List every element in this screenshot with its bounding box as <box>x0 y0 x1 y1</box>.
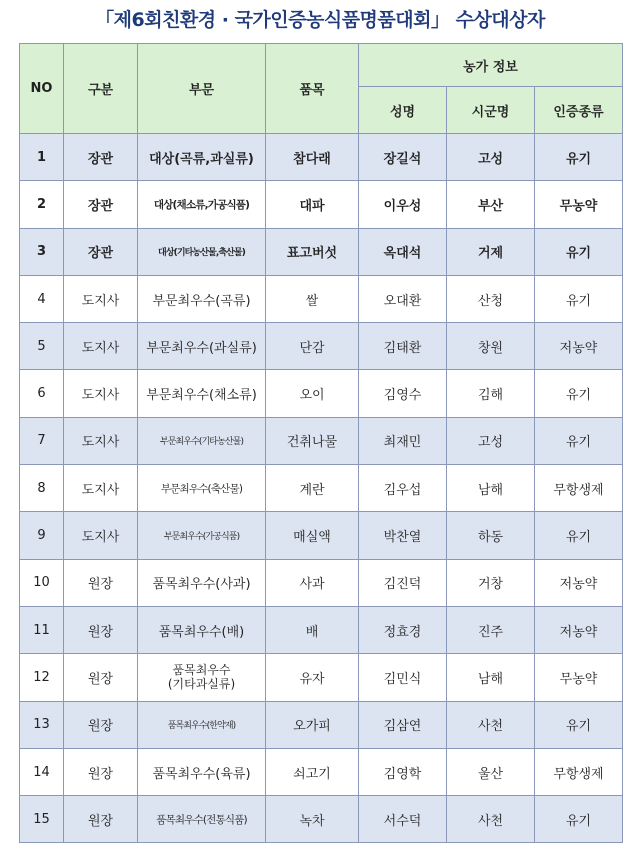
cell-name: 김영학 <box>359 748 447 795</box>
cell-city: 사천 <box>447 701 535 748</box>
table-row <box>20 181 623 228</box>
cell-item: 유자 <box>266 654 359 701</box>
table-row <box>20 417 623 464</box>
cell-division: 품목최우수(배) <box>138 606 266 653</box>
cell-cert: 유기 <box>535 512 623 559</box>
cell-cert: 유기 <box>535 228 623 275</box>
cell-cert: 유기 <box>535 370 623 417</box>
cell-city: 진주 <box>447 606 535 653</box>
cell-category: 장관 <box>64 134 138 181</box>
cell-division: 부문최우수(과실류) <box>138 323 266 370</box>
cell-division: 대상(기타농산물,축산물) <box>138 228 266 275</box>
cell-city: 산청 <box>447 275 535 322</box>
cell-city: 창원 <box>447 323 535 370</box>
cell-city: 남해 <box>447 465 535 512</box>
cell-city: 김해 <box>447 370 535 417</box>
cell-cert: 저농약 <box>535 323 623 370</box>
cell-city: 하동 <box>447 512 535 559</box>
cell-item: 오가피 <box>266 701 359 748</box>
cell-cert: 무농약 <box>535 181 623 228</box>
cell-category: 장관 <box>64 228 138 275</box>
cell-item: 표고버섯 <box>266 228 359 275</box>
cell-category: 원장 <box>64 559 138 606</box>
cell-no: 15 <box>20 796 64 843</box>
header-division: 부문 <box>138 44 266 134</box>
cell-category: 원장 <box>64 654 138 701</box>
cell-division: 품목최우수(사과) <box>138 559 266 606</box>
cell-no: 4 <box>20 275 64 322</box>
cell-division: 부문최우수(기타농산물) <box>138 417 266 464</box>
table-row <box>20 512 623 559</box>
cell-city: 고성 <box>447 134 535 181</box>
table-row <box>20 465 623 512</box>
cell-division: 부문최우수(가공식품) <box>138 512 266 559</box>
header-farm-info: 농가 정보 <box>359 44 623 87</box>
cell-category: 도지사 <box>64 370 138 417</box>
cell-item: 단감 <box>266 323 359 370</box>
cell-city: 거제 <box>447 228 535 275</box>
table-row <box>20 701 623 748</box>
cell-name: 정효경 <box>359 606 447 653</box>
cell-category: 도지사 <box>64 323 138 370</box>
cell-division: 부문최우수(곡류) <box>138 275 266 322</box>
cell-division: 품목최우수 (기타과실류) <box>138 654 266 701</box>
header-no: NO <box>20 44 64 134</box>
cell-name: 김진덕 <box>359 559 447 606</box>
cell-division: 대상(곡류,과실류) <box>138 134 266 181</box>
cell-no: 10 <box>20 559 64 606</box>
cell-city: 남해 <box>447 654 535 701</box>
table-row <box>20 748 623 795</box>
cell-name: 김민식 <box>359 654 447 701</box>
cell-city: 거창 <box>447 559 535 606</box>
cell-no: 3 <box>20 228 64 275</box>
cell-no: 7 <box>20 417 64 464</box>
header-item: 품목 <box>266 44 359 134</box>
cell-item: 배 <box>266 606 359 653</box>
cell-cert: 저농약 <box>535 606 623 653</box>
cell-item: 쌀 <box>266 275 359 322</box>
header-category: 구분 <box>64 44 138 134</box>
cell-cert: 유기 <box>535 796 623 843</box>
cell-city: 사천 <box>447 796 535 843</box>
cell-division: 대상(채소류,가공식품) <box>138 181 266 228</box>
cell-city: 부산 <box>447 181 535 228</box>
cell-division: 품목최우수(육류) <box>138 748 266 795</box>
cell-city: 울산 <box>447 748 535 795</box>
cell-no: 14 <box>20 748 64 795</box>
cell-division: 품목최우수(전통식품) <box>138 796 266 843</box>
header-cert: 인증종류 <box>535 87 623 134</box>
table-row <box>20 134 623 181</box>
cell-no: 6 <box>20 370 64 417</box>
award-table <box>19 43 623 843</box>
cell-cert: 무농약 <box>535 654 623 701</box>
cell-no: 5 <box>20 323 64 370</box>
cell-item: 오이 <box>266 370 359 417</box>
page-title: 「제6회친환경 · 국가인증농식품명품대회」 수상대상자 <box>95 9 545 31</box>
cell-category: 원장 <box>64 606 138 653</box>
cell-item: 대파 <box>266 181 359 228</box>
cell-category: 도지사 <box>64 417 138 464</box>
cell-cert: 유기 <box>535 701 623 748</box>
cell-division: 품목최우수(한약재) <box>138 701 266 748</box>
cell-item: 매실액 <box>266 512 359 559</box>
cell-name: 오대환 <box>359 275 447 322</box>
cell-cert: 유기 <box>535 275 623 322</box>
cell-no: 11 <box>20 606 64 653</box>
cell-no: 13 <box>20 701 64 748</box>
cell-name: 김영수 <box>359 370 447 417</box>
cell-cert: 유기 <box>535 134 623 181</box>
cell-cert: 유기 <box>535 417 623 464</box>
cell-cert: 저농약 <box>535 559 623 606</box>
header-city: 시군명 <box>447 87 535 134</box>
cell-cert: 무항생제 <box>535 748 623 795</box>
cell-no: 12 <box>20 654 64 701</box>
table-row <box>20 228 623 275</box>
cell-item: 계란 <box>266 465 359 512</box>
cell-no: 1 <box>20 134 64 181</box>
cell-category: 도지사 <box>64 465 138 512</box>
cell-division: 부문최우수(채소류) <box>138 370 266 417</box>
cell-city: 고성 <box>447 417 535 464</box>
table-row <box>20 654 623 701</box>
cell-name: 장길석 <box>359 134 447 181</box>
cell-name: 옥대석 <box>359 228 447 275</box>
table-row <box>20 559 623 606</box>
table-row <box>20 606 623 653</box>
cell-no: 2 <box>20 181 64 228</box>
cell-name: 서수덕 <box>359 796 447 843</box>
cell-item: 참다래 <box>266 134 359 181</box>
cell-no: 8 <box>20 465 64 512</box>
table-row <box>20 323 623 370</box>
cell-category: 원장 <box>64 748 138 795</box>
table-row <box>20 370 623 417</box>
cell-name: 최재민 <box>359 417 447 464</box>
cell-item: 녹차 <box>266 796 359 843</box>
cell-name: 김삼연 <box>359 701 447 748</box>
cell-no: 9 <box>20 512 64 559</box>
cell-name: 박찬열 <box>359 512 447 559</box>
cell-item: 쇠고기 <box>266 748 359 795</box>
cell-cert: 무항생제 <box>535 465 623 512</box>
cell-category: 장관 <box>64 181 138 228</box>
header-name: 성명 <box>359 87 447 134</box>
cell-name: 김우섭 <box>359 465 447 512</box>
cell-category: 원장 <box>64 796 138 843</box>
cell-division: 부문최우수(축산물) <box>138 465 266 512</box>
cell-item: 사과 <box>266 559 359 606</box>
cell-category: 도지사 <box>64 275 138 322</box>
table-row <box>20 796 623 843</box>
cell-category: 도지사 <box>64 512 138 559</box>
table-row <box>20 275 623 322</box>
cell-name: 이우성 <box>359 181 447 228</box>
cell-name: 김태환 <box>359 323 447 370</box>
cell-item: 건취나물 <box>266 417 359 464</box>
cell-category: 원장 <box>64 701 138 748</box>
